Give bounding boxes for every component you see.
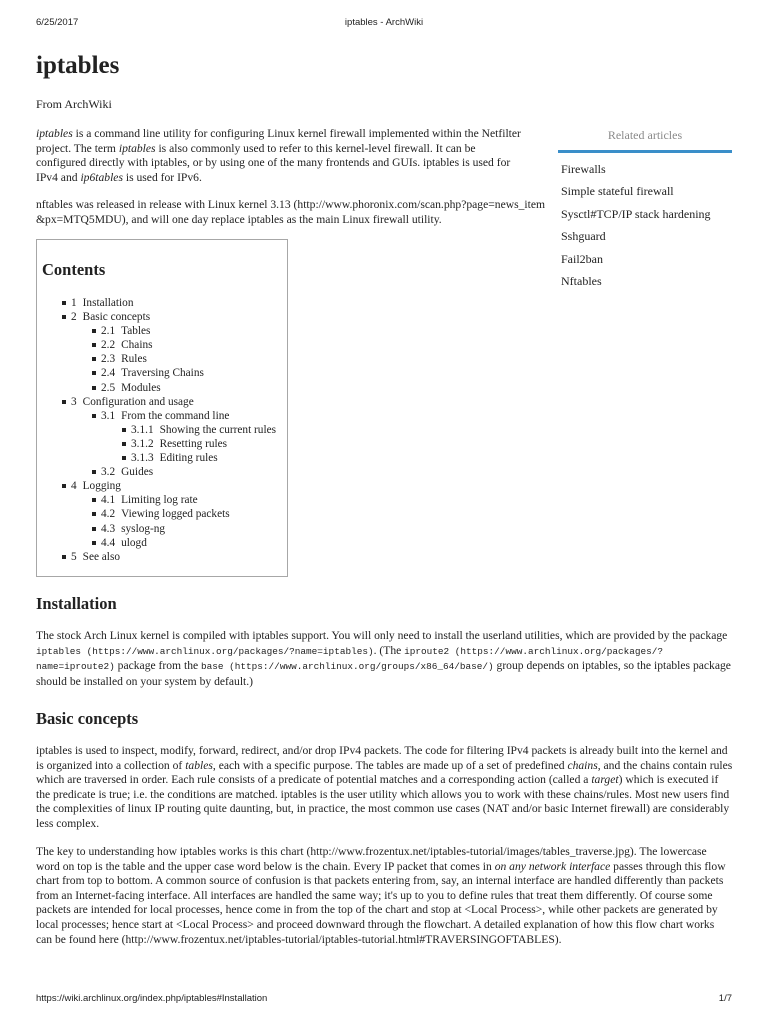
text-run: iptables: [118, 141, 156, 155]
text-run: The key to understanding how iptables works is this chart (http://www.frozentux.net/iptables-tutorial/images/tables_traverse.jpg). The lowercase word on top is the table and the upper case word below is the chain. Every IP packet that comes in: [36, 845, 707, 873]
print-title: iptables - ArchWiki: [344, 17, 424, 28]
text-run: www.archlinux.org: [137, 645, 233, 657]
text-run: . (The: [373, 643, 405, 657]
toc-label: ulogd: [121, 536, 147, 549]
nftables-paragraph: [36, 198, 554, 227]
toc-number: 2.3: [101, 353, 116, 366]
traversal-paragraph: [36, 845, 733, 947]
toc-item[interactable]: [37, 366, 287, 380]
text-run: nftables was released in release with Linux kernel 3.13 (http://www.phoronix.com/scan.php?page=news_item&px=MTQ5MDU), and will one day replace iptables as the main Linux firewall utility.: [36, 198, 546, 226]
toc-number: 1: [71, 297, 77, 309]
toc-label: Limiting log rate: [121, 494, 198, 507]
toc-item[interactable]: [37, 423, 287, 437]
toc-number: 3: [71, 395, 77, 408]
toc-label: Modules: [121, 381, 161, 394]
text-run: /groups/: [375, 661, 421, 673]
text-run: iptables is used to inspect, modify, forward, redirect, and/or drop IPv4 packets. The code for filtering IPv4 packets is already built into the kernel and is organized into a collection of: [36, 744, 728, 772]
toc-item[interactable]: [37, 381, 287, 395]
text-run: is a command line utility for configuring Linux kernel firewall implemented within the Netfilter project. The term: [36, 127, 521, 155]
text-run: tables: [185, 758, 213, 772]
toc-number: 2.5: [101, 381, 116, 394]
toc-number: 4.4: [101, 536, 116, 549]
toc-number: 3.2: [101, 466, 116, 479]
text-run: The stock Arch Linux kernel is compiled with iptables support. You will only need to install the userland utilities, which are provided by the package: [36, 629, 728, 642]
toc-item[interactable]: [37, 409, 287, 423]
print-date: 6/25/2017: [36, 17, 79, 28]
toc-number: 3.1.1: [131, 423, 154, 436]
toc-number: 2.4: [101, 367, 116, 380]
toc-label: Configuration and usage: [82, 395, 194, 408]
text-run: group depends on iptables, so the iptables package should be installed on your system by default.): [36, 659, 731, 688]
related-link-sshguard[interactable]: Sshguard: [561, 229, 606, 244]
related-link-sysctl[interactable]: Sysctl#TCP/IP stack hardening: [561, 206, 711, 221]
toc-item[interactable]: [37, 550, 287, 564]
toc-item[interactable]: [37, 310, 287, 324]
text-run: ) which is executed if the predicate is true; i.e. the conditions are matched. iptables is the user utility which allows you to work with these chains/rules. Most new users find the complexities of linux IP routing quite daunting, but, in practice, the most common use cases (NAT and/or basic Internet firewall) are considerably less complex.: [36, 773, 730, 830]
toc-label: Logging: [82, 480, 121, 493]
related-articles: [558, 122, 732, 292]
print-url: https://wiki.archlinux.org/index.php/iptables#Installation: [36, 993, 268, 1004]
text-run: chains: [567, 758, 598, 772]
text-run: www.archlinux.org: [279, 661, 376, 673]
text-run: on any network interface: [494, 859, 611, 873]
toc-number: 2: [71, 311, 77, 324]
text-run: x86_64: [420, 661, 455, 673]
text-run: iptables: [36, 127, 73, 140]
installation-heading: Installation: [36, 594, 117, 613]
toc-number: 4: [71, 480, 77, 493]
related-link-firewalls[interactable]: Firewalls: [561, 162, 606, 176]
related-articles-list: [558, 158, 732, 292]
toc-number: 5: [71, 550, 77, 563]
toc-item[interactable]: [37, 324, 287, 338]
related-link-nftables[interactable]: Nftables: [561, 273, 602, 288]
toc-item[interactable]: [37, 437, 287, 451]
toc-number: 4.1: [101, 494, 116, 507]
related-articles-heading: Related articles: [558, 122, 732, 153]
text-run: target: [591, 773, 619, 787]
toc-item[interactable]: [37, 479, 287, 493]
toc-label: Traversing Chains: [121, 367, 204, 380]
basic-concepts-paragraph: [36, 744, 733, 832]
toc-label: Resetting rules: [159, 437, 228, 450]
text-run: is used for IPv6.: [122, 170, 202, 184]
toc-item[interactable]: [37, 296, 287, 310]
related-link-simple-stateful-firewall[interactable]: Simple stateful firewall: [561, 184, 674, 199]
toc-label: Rules: [121, 353, 147, 366]
text-run: is also commonly used to refer to this kernel-level firewall. It can be configured directly with iptables, or by using one of the many frontends and GUIs. iptables is used for IPv4 and: [36, 141, 511, 184]
toc-label: Guides: [121, 466, 154, 479]
intro-paragraph: [36, 127, 526, 185]
toc-label: syslog-ng: [121, 522, 166, 535]
text-run: ip6tables: [80, 170, 123, 184]
toc-item[interactable]: [37, 451, 287, 465]
toc-number: 2.1: [101, 325, 116, 338]
toc-label: Chains: [121, 339, 153, 352]
text-run: package from the: [114, 659, 202, 673]
toc-number: 2.2: [101, 339, 116, 352]
toc-label: See also: [82, 550, 120, 563]
text-run: base (https://: [201, 661, 280, 673]
toc-label: Basic concepts: [82, 311, 151, 324]
toc-item[interactable]: [37, 338, 287, 352]
page-number: 1/7: [718, 993, 732, 1004]
related-link-fail2ban[interactable]: Fail2ban: [561, 251, 603, 266]
basic-concepts-heading: Basic concepts: [36, 709, 139, 728]
text-run: /base/): [454, 661, 494, 673]
toc-item[interactable]: [37, 395, 287, 409]
text-run: , each with a specific purpose. The tables are made up of a set of predefined: [212, 758, 568, 772]
table-of-contents: [36, 239, 288, 577]
toc-heading: Contents: [42, 260, 106, 279]
page-title: iptables: [36, 52, 120, 79]
toc-label: Installation: [82, 297, 134, 309]
text-run: /packages/?name=iptables): [232, 645, 374, 657]
toc-number: 3.1.3: [131, 452, 154, 465]
toc-number: 3.1: [101, 409, 116, 422]
toc-list: [37, 296, 287, 564]
text-run: www.archlinux.org: [505, 645, 602, 657]
toc-item[interactable]: [37, 507, 287, 521]
toc-item[interactable]: [37, 522, 287, 536]
text-run: /packages/?name=iproute2): [36, 645, 663, 673]
toc-item[interactable]: [37, 493, 287, 507]
toc-number: 4.3: [101, 522, 116, 535]
page-subtitle: From ArchWiki: [36, 97, 112, 111]
toc-label: Tables: [121, 325, 151, 338]
text-run: passes through this flow chart from top to bottom. A common source of confusion is that packets entering from, say, an internal interface are handled differently than packets from an Internet-facing interface. All interfaces are handled the same way; it's up to you to define rules that treat them differently. Of course some packets are intended for local processes, hence come in from the top of the chart and stop at <Local Process>, while other packets are generated by local processes; hence start at <Local Process> and proceed downward through the flowchart. A detailed explanation of how this flow chart works can be found here (http://www.frozentux.net/iptables-tutorial/iptables-tutorial.html#TRAVERSINGOFTABLES).: [36, 859, 726, 946]
text-run: iptables (https://: [36, 645, 138, 657]
installation-paragraph: [36, 629, 733, 689]
toc-label: Editing rules: [159, 452, 218, 465]
toc-number: 4.2: [101, 508, 116, 521]
text-run: , and the chains contain rules which are traversed in order. Each rule consists of a predicate of potential matches and a corresponding action (called a: [36, 758, 733, 787]
toc-number: 3.1.2: [131, 437, 154, 450]
toc-item[interactable]: [37, 536, 287, 550]
text-run: iproute2 (https://: [404, 645, 506, 657]
toc-label: Showing the current rules: [159, 423, 276, 436]
toc-item[interactable]: [37, 352, 287, 366]
toc-label: From the command line: [121, 409, 230, 422]
toc-label: Viewing logged packets: [121, 508, 230, 521]
toc-item[interactable]: [37, 465, 287, 479]
